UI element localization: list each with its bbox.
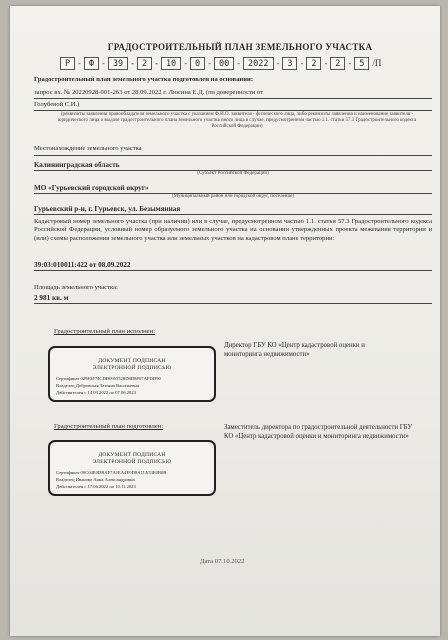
cadastral-number: 39:03:010011:422 от 08.09.2022 [34,261,131,269]
code-cell: 39 [108,57,128,70]
document-date: Дата 07.10.2022 [200,558,245,565]
applicant-note: (реквизиты заявления правообладателя земельного участка с указанием Ф.И.О. заявителя - физического лица, либо реквизиты заявления и наименование заявителя - юридического лица о выдаче градостроительного плана земельного участка иного лица в случае, предусмотренном частью 1.1. статьи 57.3 Градостроительного кодекса Российской Федерации) [57,112,417,129]
code-cell: 0 [190,57,205,70]
stamp-line-2: ЭЛЕКТРОННОЙ ПОДПИСЬЮ [92,365,172,371]
region-note: (Субъект Российской Федерации) [197,171,269,176]
stamp-line-1: ДОКУМЕНТ ПОДПИСАН [98,358,166,364]
code-cell: 2 [330,57,345,70]
stamp-certificate: Сертификат 00C04E0DBAF7A1EA4E9D8A11A53E0B0B [56,470,167,475]
plan-number-row: Р - Ф - 39 - 2 - 10 - 0 - 00 - 2022 - 3 - 2 - 2 - 5 /П [60,56,381,70]
request-line: запрос вх. № 20220928-001-263 от 28.09.2022 г. Люсина Е.Д. (по доверенности от [34,89,264,96]
e-signature-stamp-prepared [48,440,216,496]
e-signature-stamp-executed [48,346,216,402]
area-value: 2 981 кв. м [34,294,69,302]
stamp-validity: Действителен с 14.03.2022 по 07.06.2023 [56,390,136,395]
cadastral-description: Кадастровый номер земельного участка (при наличии) или в случае, предусмотренном частью 1.1. статьи 57.3 Градостроительного кодекса Российской Федерации, условный номер образуемого земельного участка на основании утвержденных проекта межевания территории и (или) схемы расположения земельного участка или земельных участков на кадастровом плане территории: [34,218,432,242]
municipality-value: МО «Гурьевский городской округ» [34,184,149,192]
code-cell: 10 [161,57,181,70]
code-cell: 2022 [243,57,273,70]
code-cell: 2 [306,57,321,70]
prepared-position: Заместитель директора по градостроительной деятельности ГБУ КО «Центр кадастровой оценки и мониторинга недвижимости» [224,424,413,440]
stamp-validity: Действителен с 17.06.2022 по 10.11.2023 [56,484,136,489]
stamp-line-1: ДОКУМЕНТ ПОДПИСАН [98,452,166,458]
request-line-2: Голубевой С.И.) [34,101,80,108]
location-label: Местонахождение земельного участка [34,145,142,152]
code-cell: 5 [354,57,369,70]
code-cell: Ф [84,57,99,70]
code-cell: 00 [214,57,234,70]
document-page [10,6,440,636]
executed-label: Градостроительный план исполнен: [54,328,155,335]
code-cell: 2 [137,57,152,70]
region-value: Калининградская область [34,161,120,169]
code-cell: 3 [282,57,297,70]
basis-label: Градостроительный план земельного участка подготовлен на основании: [34,76,254,83]
stamp-line-2: ЭЛЕКТРОННОЙ ПОДПИСЬЮ [92,459,172,465]
prepared-label: Градостроительный план подготовлен: [54,423,164,430]
stamp-owner: Владелец Иванова Анна Александровна [56,477,135,482]
code-suffix: /П [372,58,382,68]
document-title: ГРАДОСТРОИТЕЛЬНЫЙ ПЛАН ЗЕМЕЛЬНОГО УЧАСТКА [107,42,373,52]
executed-position: Директор ГБУ КО «Центр кадастровой оценки и мониторинга недвижимости» [224,342,365,358]
code-cell: Р [60,57,75,70]
stamp-owner: Владелец Добровская Татьяна Васильевна [56,383,139,388]
stamp-certificate: Сертификат 029F3F74CDD0955528D8D8F07AFDD90 [56,376,161,381]
area-label: Площадь земельного участка: [34,284,118,291]
municipality-note: (Муниципальный район или городской округ, поселение) [171,194,295,199]
address-value: Гурьевский р-н, г. Гурьевск, ул. Безымянная [34,205,181,213]
